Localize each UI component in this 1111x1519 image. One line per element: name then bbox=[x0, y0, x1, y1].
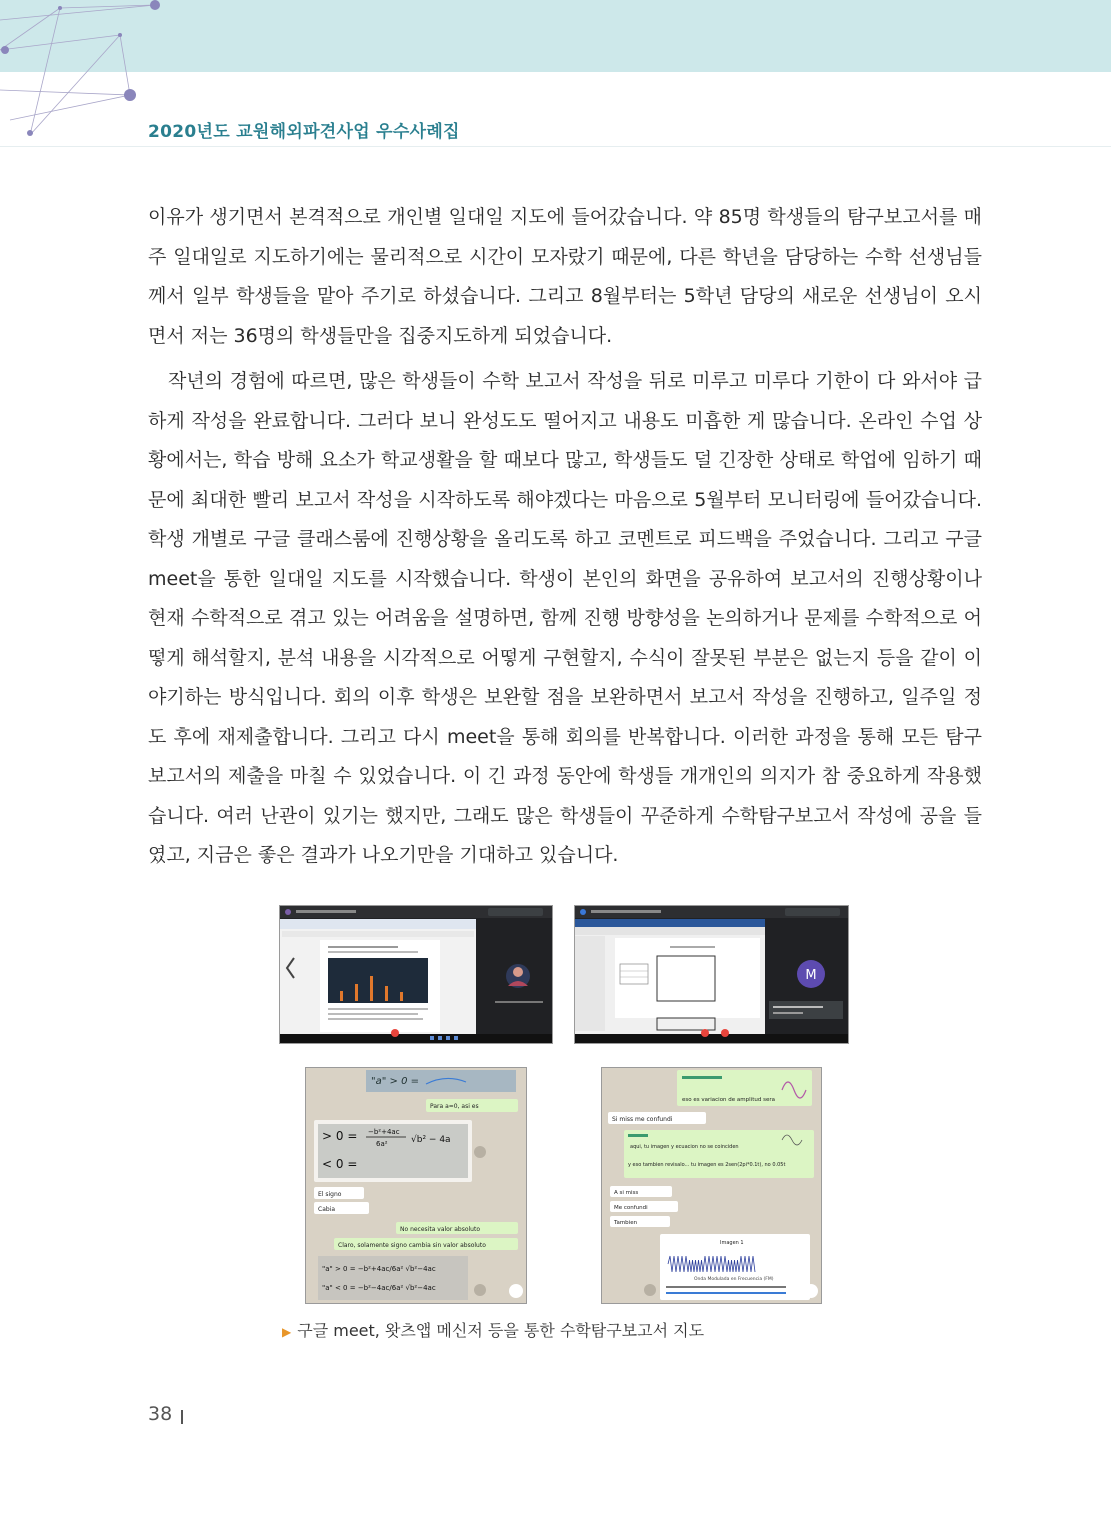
svg-text:No necesita valor absoluto: No necesita valor absoluto bbox=[400, 1226, 480, 1233]
svg-text:< 0 =: < 0 = bbox=[322, 1157, 358, 1171]
svg-text:Me confundi: Me confundi bbox=[614, 1205, 648, 1211]
svg-text:A si miss: A si miss bbox=[614, 1190, 639, 1196]
svg-text:eso es variacion de amplitud s: eso es variacion de amplitud sera bbox=[682, 1097, 775, 1103]
svg-text:Si miss me confundi: Si miss me confundi bbox=[612, 1116, 673, 1123]
svg-text:−b²+4ac: −b²+4ac bbox=[368, 1128, 400, 1136]
svg-text:"a" > 0 = −b²+4ac/6a² √b²−4ac: "a" > 0 = −b²+4ac/6a² √b²−4ac bbox=[322, 1265, 436, 1273]
whatsapp-screenshot-1 bbox=[305, 1067, 527, 1304]
svg-text:aqui, tu imagen y ecuacion no: aqui, tu imagen y ecuacion no se coinciden bbox=[630, 1144, 739, 1150]
svg-text:√b² − 4a: √b² − 4a bbox=[411, 1135, 451, 1145]
running-head: 2020년도 교원해외파견사업 우수사례집 bbox=[148, 122, 460, 142]
header-divider bbox=[0, 146, 1111, 147]
svg-text:El signo: El signo bbox=[318, 1191, 342, 1198]
svg-text:Onda Modulada en Frecuencia (F: Onda Modulada en Frecuencia (FM) bbox=[694, 1277, 774, 1282]
svg-text:Claro, solamente signo cambia: Claro, solamente signo cambia sin valor absoluto bbox=[338, 1242, 486, 1249]
figure-caption bbox=[282, 1318, 704, 1341]
page-number-divider bbox=[181, 1410, 183, 1424]
caption-text: 구글 meet, 왓츠앱 메신저 등을 통한 수학탐구보고서 지도 bbox=[297, 1321, 705, 1340]
meet-screenshot-1 bbox=[279, 905, 553, 1044]
svg-text:Tambien: Tambien bbox=[614, 1220, 638, 1226]
page-number: 38 bbox=[148, 1403, 173, 1425]
participant-initial: M bbox=[805, 968, 817, 983]
svg-text:Imagen 1: Imagen 1 bbox=[720, 1240, 744, 1246]
body-text bbox=[148, 198, 982, 876]
svg-text:> 0 =: > 0 = bbox=[322, 1129, 358, 1143]
meet-screenshot-2 bbox=[574, 905, 849, 1044]
paragraph-2: 작년의 경험에 따르면, 많은 학생들이 수학 보고서 작성을 뒤로 미루고 미루다 기한이 다 와서야 급하게 작성을 완료합니다. 그러다 보니 완성도도 떨어지고 내용도 미흡한 게 많습니다. 온라인 수업 상황에서는, 학습 방해 요소가 학교생활을 할 때보다 많고, 학생들도 덜 긴장한 상태로 학업에 임하기 때문에 최대한 빨리 보고서 작성을 시작하도록 해야겠다는 마음으로 5월부터 모니터링에 들어갔습니다. 학생 개별로 구글 클래스룸에 진행상황을 올리도록 하고 코멘트로 피드백을 주었습니다. 그리고 구글 meet을 통한 일대일 지도를 시작했습니다. 학생이 본인의 화면을 공유하여 보고서의 진행상황이나 현재 수학적으로 겪고 있는 어려움을 설명하면, 함께 진행 방향성을 논의하거나 문제를 수학적으로 어떻게 해석할지, 분석 내용을 시각적으로 어떻게 구현할지, 수식이 잘못된 부분은 없는지 등을 같이 이야기하는 방식입니다. 회의 이후 학생은 보완할 점을 보완하면서 보고서 작성을 진행하고, 일주일 정도 후에 재제출합니다. 그리고 다시 meet을 통해 회의를 반복합니다. 이러한 과정을 통해 모든 탐구보고서의 제출을 마칠 수 있었습니다. 이 긴 과정 동안에 학생들 개개인의 의지가 참 중요하게 작용했습니다. 여러 난관이 있기는 했지만, 그래도 많은 학생들이 꾸준하게 수학탐구보고서 작성에 공을 들였고, 지금은 좋은 결과가 나오기만을 기대하고 있습니다. bbox=[148, 370, 982, 866]
svg-text:y eso tambien revisalo... tu i: y eso tambien revisalo... tu imagen es 2sen(2pi*0.1t), no 0.05t bbox=[628, 1162, 786, 1168]
paragraph-1: 이유가 생기면서 본격적으로 개인별 일대일 지도에 들어갔습니다. 약 85명 학생들의 탐구보고서를 매주 일대일로 지도하기에는 물리적으로 시간이 모자랐기 때문에, 다른 학년을 담당하는 수학 선생님들께서 일부 학생들을 맡아 주기로 하셨습니다. 그리고 8월부터는 5학년 담당의 새로운 선생님이 오시면서 저는 36명의 학생들만을 집중지도하게 되었습니다. bbox=[148, 206, 982, 347]
svg-text:Para a=0, asi es: Para a=0, asi es bbox=[430, 1103, 479, 1110]
svg-text:6a²: 6a² bbox=[376, 1140, 388, 1148]
svg-text:"a" > 0 =: "a" > 0 = bbox=[371, 1076, 419, 1087]
svg-text:Cabia: Cabia bbox=[318, 1206, 336, 1213]
whatsapp-screenshot-2 bbox=[601, 1067, 822, 1304]
svg-text:"a" < 0 = −b²−4ac/6a² √b²−4ac: "a" < 0 = −b²−4ac/6a² √b²−4ac bbox=[322, 1284, 436, 1292]
caption-arrow-icon: ▶ bbox=[282, 1325, 292, 1339]
